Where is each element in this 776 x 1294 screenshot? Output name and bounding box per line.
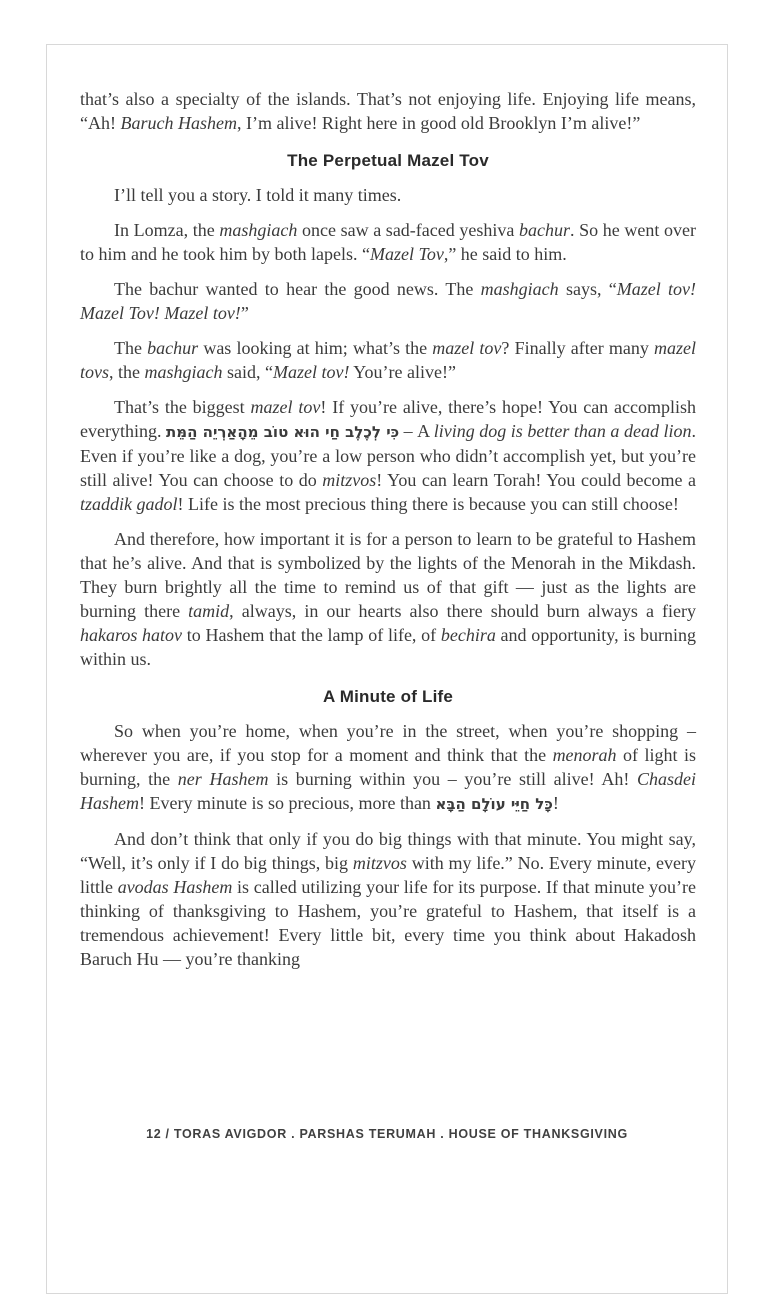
italic-term: hakaros hatov	[80, 625, 183, 645]
paragraph	[80, 527, 696, 671]
italic-term: mazel tov	[432, 338, 502, 358]
paragraph	[80, 719, 696, 816]
paragraph	[80, 827, 696, 971]
paragraph	[80, 336, 696, 384]
italic-term: bechira	[440, 625, 496, 645]
italic-term: tamid	[188, 601, 230, 621]
text-run: says, “	[558, 279, 617, 299]
italic-term: Chasdei Hashem	[80, 769, 696, 813]
text-run: is burning within you – you’re still alive! Ah!	[268, 769, 637, 789]
text-run: to Hashem that the lamp of life, of	[182, 625, 441, 645]
italic-term: avodas Hashem	[117, 877, 233, 897]
italic-term: mazel tov	[250, 397, 321, 417]
text-run: And therefore, how important it is for a person to learn to be grateful to Hashem that he’s alive. And that is symbolized by the lights of the Menorah in the Mikdash. They burn brightly all the time to remind us of that gift — just as the lights are burning there	[80, 529, 696, 621]
text-run: . So he went over to him and he took him by both lapels. “	[80, 220, 696, 264]
italic-term: mazel tovs	[80, 338, 697, 382]
text-run: ,” he said to him.	[443, 244, 567, 264]
text-run: In Lomza, the	[114, 220, 220, 240]
text-run: ! Every minute is so precious, more than	[139, 793, 436, 813]
italic-term: menorah	[552, 745, 617, 765]
text-run: , the	[109, 362, 145, 382]
text-run: – A	[399, 421, 434, 441]
page-border	[46, 44, 728, 1294]
text-run: ”	[240, 303, 249, 323]
italic-term: mashgiach	[144, 362, 223, 382]
text-run: That’s the biggest	[114, 397, 251, 417]
text-run: And don’t think that only if you do big things with that minute. You might say, “Well, it’s only if I do big things, big	[80, 829, 696, 873]
italic-term: mitzvos	[352, 853, 407, 873]
italic-term: Mazel tov! Mazel Tov! Mazel tov!	[80, 279, 696, 323]
italic-term: ner Hashem	[177, 769, 269, 789]
text-run: ! Life is the most precious thing there is because you can still choose!	[177, 494, 679, 514]
text-run: I’ll tell you a story. I told it many times.	[114, 185, 402, 205]
paragraph	[80, 87, 696, 135]
text-run: once saw a sad-faced yeshiva	[297, 220, 519, 240]
text-run: ! You can learn Torah! You could become a	[376, 470, 696, 490]
text-run: So when you’re home, when you’re in the street, when you’re shopping – wherever you are, if you stop for a moment and think that the	[80, 721, 696, 765]
italic-term: living dog is better than a dead lion	[433, 421, 692, 441]
italic-term: bachur	[519, 220, 570, 240]
section-heading: The Perpetual Mazel Tov	[287, 151, 489, 170]
italic-term: bachur	[147, 338, 199, 358]
text-run: of light is burning, the	[80, 745, 696, 789]
article-body	[80, 87, 696, 982]
text-run: that’s also a specialty of the islands. That’s not enjoying life. Enjoying life means, “Ah!	[80, 89, 696, 133]
italic-term: mashgiach	[480, 279, 559, 299]
italic-term: tzaddik gadol	[80, 494, 178, 514]
italic-term: mashgiach	[219, 220, 298, 240]
paragraph	[80, 183, 696, 207]
page-footer: 12 / TORAS AVIGDOR . PARSHAS TERUMAH . HOUSE OF THANKSGIVING	[146, 1127, 628, 1141]
text-run: . Even if you’re like a dog, you’re a low person who didn’t accomplish yet, but you’re still alive! You can choose to do	[80, 421, 696, 490]
text-run: was looking at him; what’s the	[198, 338, 433, 358]
paragraph	[80, 395, 696, 516]
text-run: ! If you’re alive, there’s hope! You can accomplish everything.	[80, 397, 697, 441]
paragraph	[80, 218, 696, 266]
text-run: The	[114, 338, 148, 358]
italic-term: Mazel tov!	[272, 362, 350, 382]
hebrew-phrase: כָּל חַיֵּי עוֹלָם הַבָּא	[435, 795, 553, 813]
text-run: and opportunity, is burning within us.	[80, 625, 696, 669]
hebrew-phrase: כִּי לְכֶלֶב חַי הוּא טוֹב מֵהָאַרְיֵה הַמֵּת	[166, 423, 400, 441]
text-run: , I’m alive! Right here in good old Brooklyn I’m alive!”	[236, 113, 641, 133]
section-heading: A Minute of Life	[322, 687, 454, 706]
italic-term: mitzvos	[322, 470, 377, 490]
italic-term: Baruch Hashem	[120, 113, 237, 133]
text-run: !	[552, 793, 559, 813]
text-run: , always, in our hearts also there should burn always a fiery	[229, 601, 697, 621]
paragraph	[80, 277, 696, 325]
text-run: with my life.” No. Every minute, every little	[80, 853, 696, 897]
text-run: ? Finally after many	[501, 338, 655, 358]
text-run: The bachur wanted to hear the good news. The	[114, 279, 481, 299]
italic-term: Mazel Tov	[369, 244, 444, 264]
text-run: is called utilizing your life for its purpose. If that minute you’re thinking of thanksgiving to Hashem, you’re grateful to Hashem, that itself is a tremendous achievement! Every little bit, every time you think about Hakadosh Baruch Hu — you’re thanking	[80, 877, 696, 969]
text-run: said, “	[222, 362, 273, 382]
text-run: You’re alive!”	[349, 362, 456, 382]
